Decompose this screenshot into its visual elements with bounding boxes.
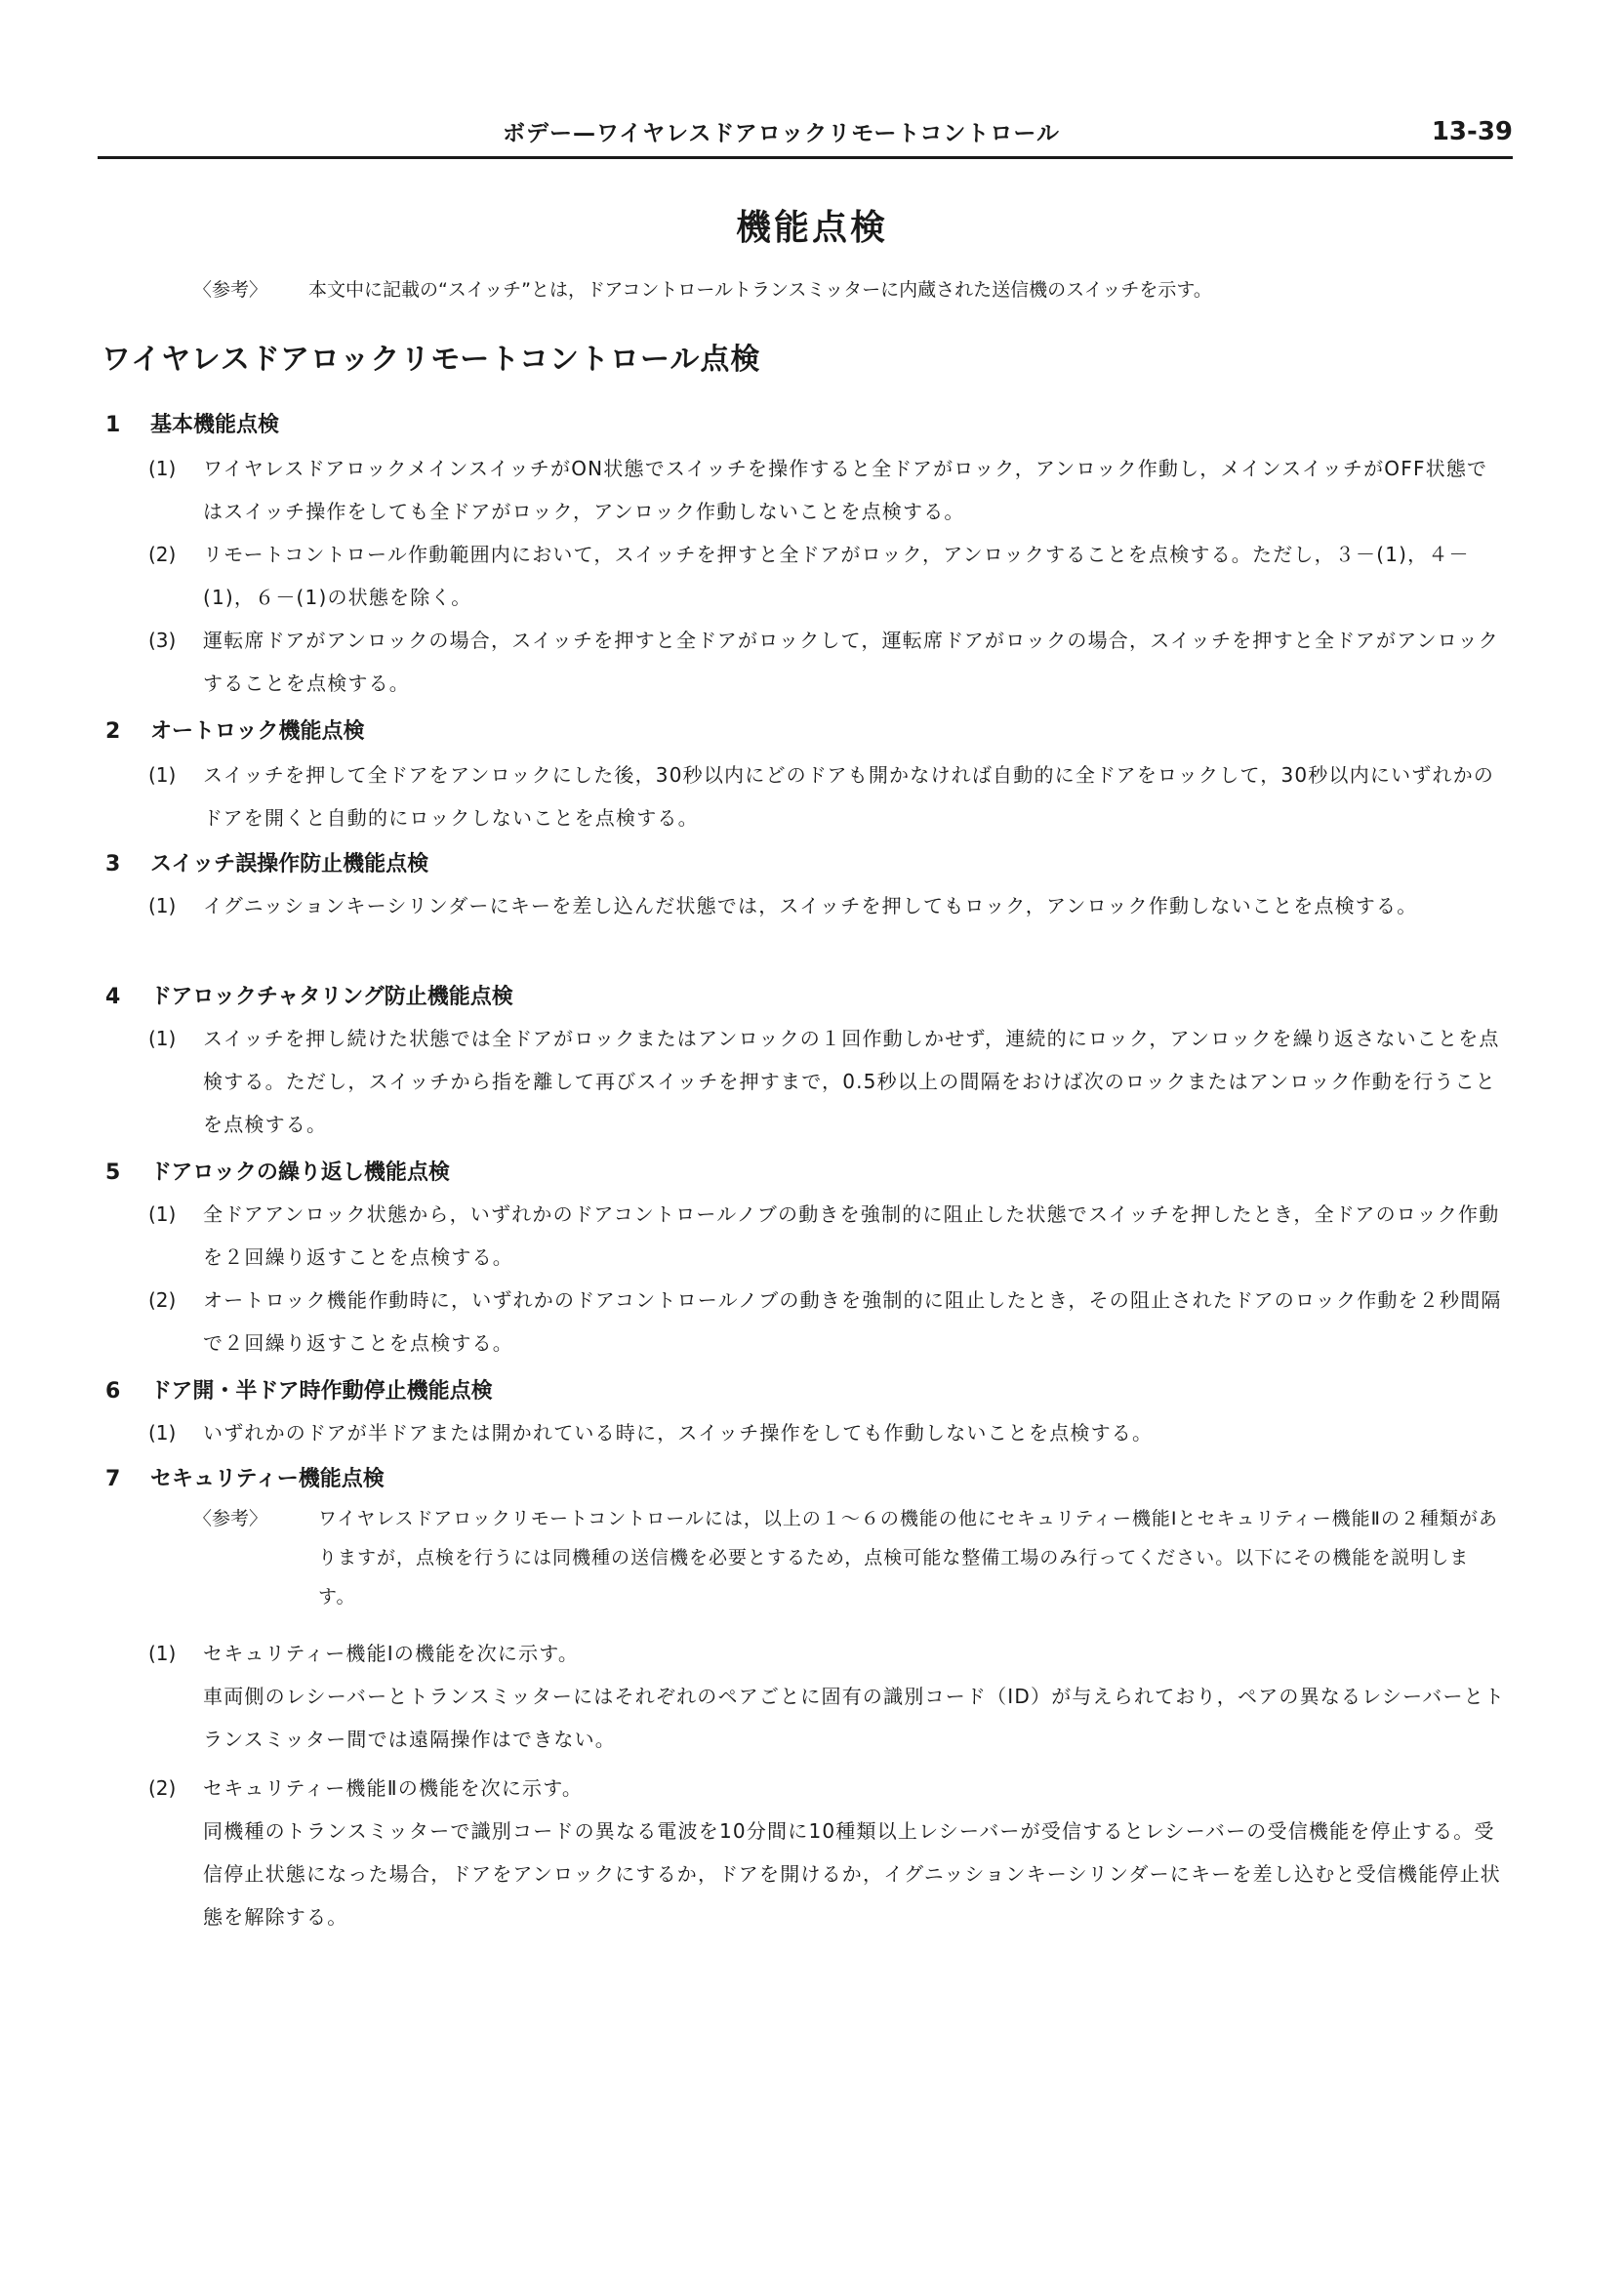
check-item-1-3 <box>148 619 1505 705</box>
check-item-1-2 <box>148 533 1505 619</box>
subsection-number: 1 <box>105 413 121 437</box>
subsection-number: 3 <box>105 852 121 876</box>
section-title: ワイヤレスドアロックリモートコントロール点検 <box>102 343 761 377</box>
item-number: (1) <box>148 457 177 480</box>
subsection-heading-1 <box>105 408 279 438</box>
subsection-number: 7 <box>105 1467 121 1491</box>
subsection-title: 基本機能点検 <box>150 413 280 437</box>
subsection-title: ドア開・半ドア時作動停止機能点検 <box>150 1379 493 1404</box>
check-item-5-2 <box>148 1279 1505 1364</box>
item-text: スイッチを押し続けた状態では全ドアがロックまたはアンロックの１回作動しかせず，連続的にロック，アンロックを繰り返さないことを点検する。ただし，スイッチから指を離して再びスイッチを押すまで，0.5秒以上の間隔をおけば次のロックまたはアンロック作動を行うことを点検する。 <box>203 1027 1500 1136</box>
security-2-detail: 同機種のトランスミッターで識別コードの異なる電波を10分間に10種類以上レシーバーが受信するとレシーバーの受信機能を停止する。受信停止状態になった場合，ドアをアンロックにするか，ドアを開けるか，イグニッションキーシリンダーにキーを差し込むと受信機能停止状態を解除する。 <box>203 1819 1501 1929</box>
subsection-title: ドアロックの繰り返し機能点検 <box>150 1160 450 1185</box>
check-item-1-1 <box>148 447 1505 533</box>
check-item-6-1 <box>148 1411 1505 1454</box>
subsection-title: セキュリティー機能点検 <box>150 1467 385 1491</box>
subsection-number: 2 <box>105 719 121 744</box>
subsection-number: 4 <box>105 985 121 1009</box>
item-text: リモートコントロール作動範囲内において，スイッチを押すと全ドアがロック，アンロックすることを点検する。ただし，３－(1)，４－(1)，６－(1)の状態を除く。 <box>203 543 1470 609</box>
item-text: セキュリティー機能Ⅰの機能を次に示す。 <box>203 1642 580 1665</box>
security-reference-note <box>193 1499 1503 1616</box>
subsection-heading-2 <box>105 714 365 745</box>
item-number: (1) <box>148 894 177 917</box>
item-text: スイッチを押して全ドアをアンロックにした後，30秒以内にどのドアも開かなければ自動的に全ドアをロックして，30秒以内にいずれかのドアを開くと自動的にロックしないことを点検する。 <box>203 763 1495 830</box>
subsection-heading-4 <box>105 980 513 1010</box>
item-text: イグニッションキーシリンダーにキーを差し込んだ状態では，スイッチを押してもロック，アンロック作動しないことを点検する。 <box>203 894 1418 917</box>
item-number: (2) <box>148 1288 177 1312</box>
reference-text: 本文中に記載の“スイッチ”とは，ドアコントロールトランスミッターに内蔵された送信機のスイッチを示す。 <box>308 279 1212 301</box>
item-number: (3) <box>148 629 177 652</box>
item-text: 全ドアアンロック状態から，いずれかのドアコントロールノブの動きを強制的に阻止した状態でスイッチを押したとき，全ドアのロック作動を２回繰り返すことを点検する。 <box>203 1202 1500 1269</box>
item-text: セキュリティー機能Ⅱの機能を次に示す。 <box>203 1776 584 1800</box>
note-tag: 〈参考〉 <box>193 1508 268 1529</box>
subsection-title: オートロック機能点検 <box>150 719 365 744</box>
check-item-7-1 <box>148 1632 1505 1675</box>
item-number: (2) <box>148 1776 177 1800</box>
check-item-3-1 <box>148 884 1505 927</box>
security-1-detail: 車両側のレシーバーとトランスミッターにはそれぞれのペアごとに固有の識別コード（ID）が与えられており，ペアの異なるレシーバーとトランスミッター間では遠隔操作はできない。 <box>203 1685 1506 1751</box>
check-item-2-1 <box>148 753 1505 839</box>
item-text: 運転席ドアがアンロックの場合，スイッチを押すと全ドアがロックして，運転席ドアがロックの場合，スイッチを押すと全ドアがアンロックすることを点検する。 <box>203 629 1499 695</box>
subsection-heading-5 <box>105 1156 450 1186</box>
check-item-4-1 <box>148 1017 1505 1146</box>
subsection-title: スイッチ誤操作防止機能点検 <box>150 852 429 876</box>
running-head <box>98 115 1513 154</box>
check-item-7-2 <box>148 1767 1505 1810</box>
reference-note <box>193 275 1212 302</box>
subsection-heading-6 <box>105 1374 493 1405</box>
header-rule <box>98 156 1513 159</box>
item-number: (2) <box>148 543 177 566</box>
subsection-number: 6 <box>105 1379 121 1404</box>
check-item-5-1 <box>148 1193 1505 1279</box>
page-number: 13-39 <box>1431 117 1513 146</box>
subsection-title: ドアロックチャタリング防止機能点検 <box>150 985 513 1009</box>
subsection-number: 5 <box>105 1160 121 1185</box>
item-number: (1) <box>148 1642 177 1665</box>
item-text: ワイヤレスドアロックメインスイッチがON状態でスイッチを操作すると全ドアがロック，アンロック作動し，メインスイッチがOFF状態ではスイッチ操作をしても全ドアがロック，アンロック作動しないことを点検する。 <box>203 457 1488 523</box>
running-title: ボデー—ワイヤレスドアロックリモートコントロール <box>503 121 1060 146</box>
item-number: (1) <box>148 1421 177 1445</box>
item-text: オートロック機能作動時に，いずれかのドアコントロールノブの動きを強制的に阻止したとき，その阻止されたドアのロック作動を２秒間隔で２回繰り返すことを点検する。 <box>203 1288 1502 1355</box>
item-text: いずれかのドアが半ドアまたは開かれている時に，スイッチ操作をしても作動しないことを点検する。 <box>203 1421 1154 1445</box>
item-number: (1) <box>148 763 177 787</box>
item-number: (1) <box>148 1027 177 1050</box>
page-title: 機能点検 <box>735 208 888 248</box>
subsection-heading-3 <box>105 847 428 877</box>
reference-tag: 〈参考〉 <box>193 279 268 301</box>
item-number: (1) <box>148 1202 177 1226</box>
subsection-heading-7 <box>105 1462 385 1492</box>
note-text: ワイヤレスドアロックリモートコントロールには，以上の１～６の機能の他にセキュリティー機能Ⅰとセキュリティー機能Ⅱの２種類がありますが，点検を行うには同機種の送信機を必要とするため，点検可能な整備工場のみ行ってください。以下にその機能を説明します。 <box>318 1508 1498 1608</box>
